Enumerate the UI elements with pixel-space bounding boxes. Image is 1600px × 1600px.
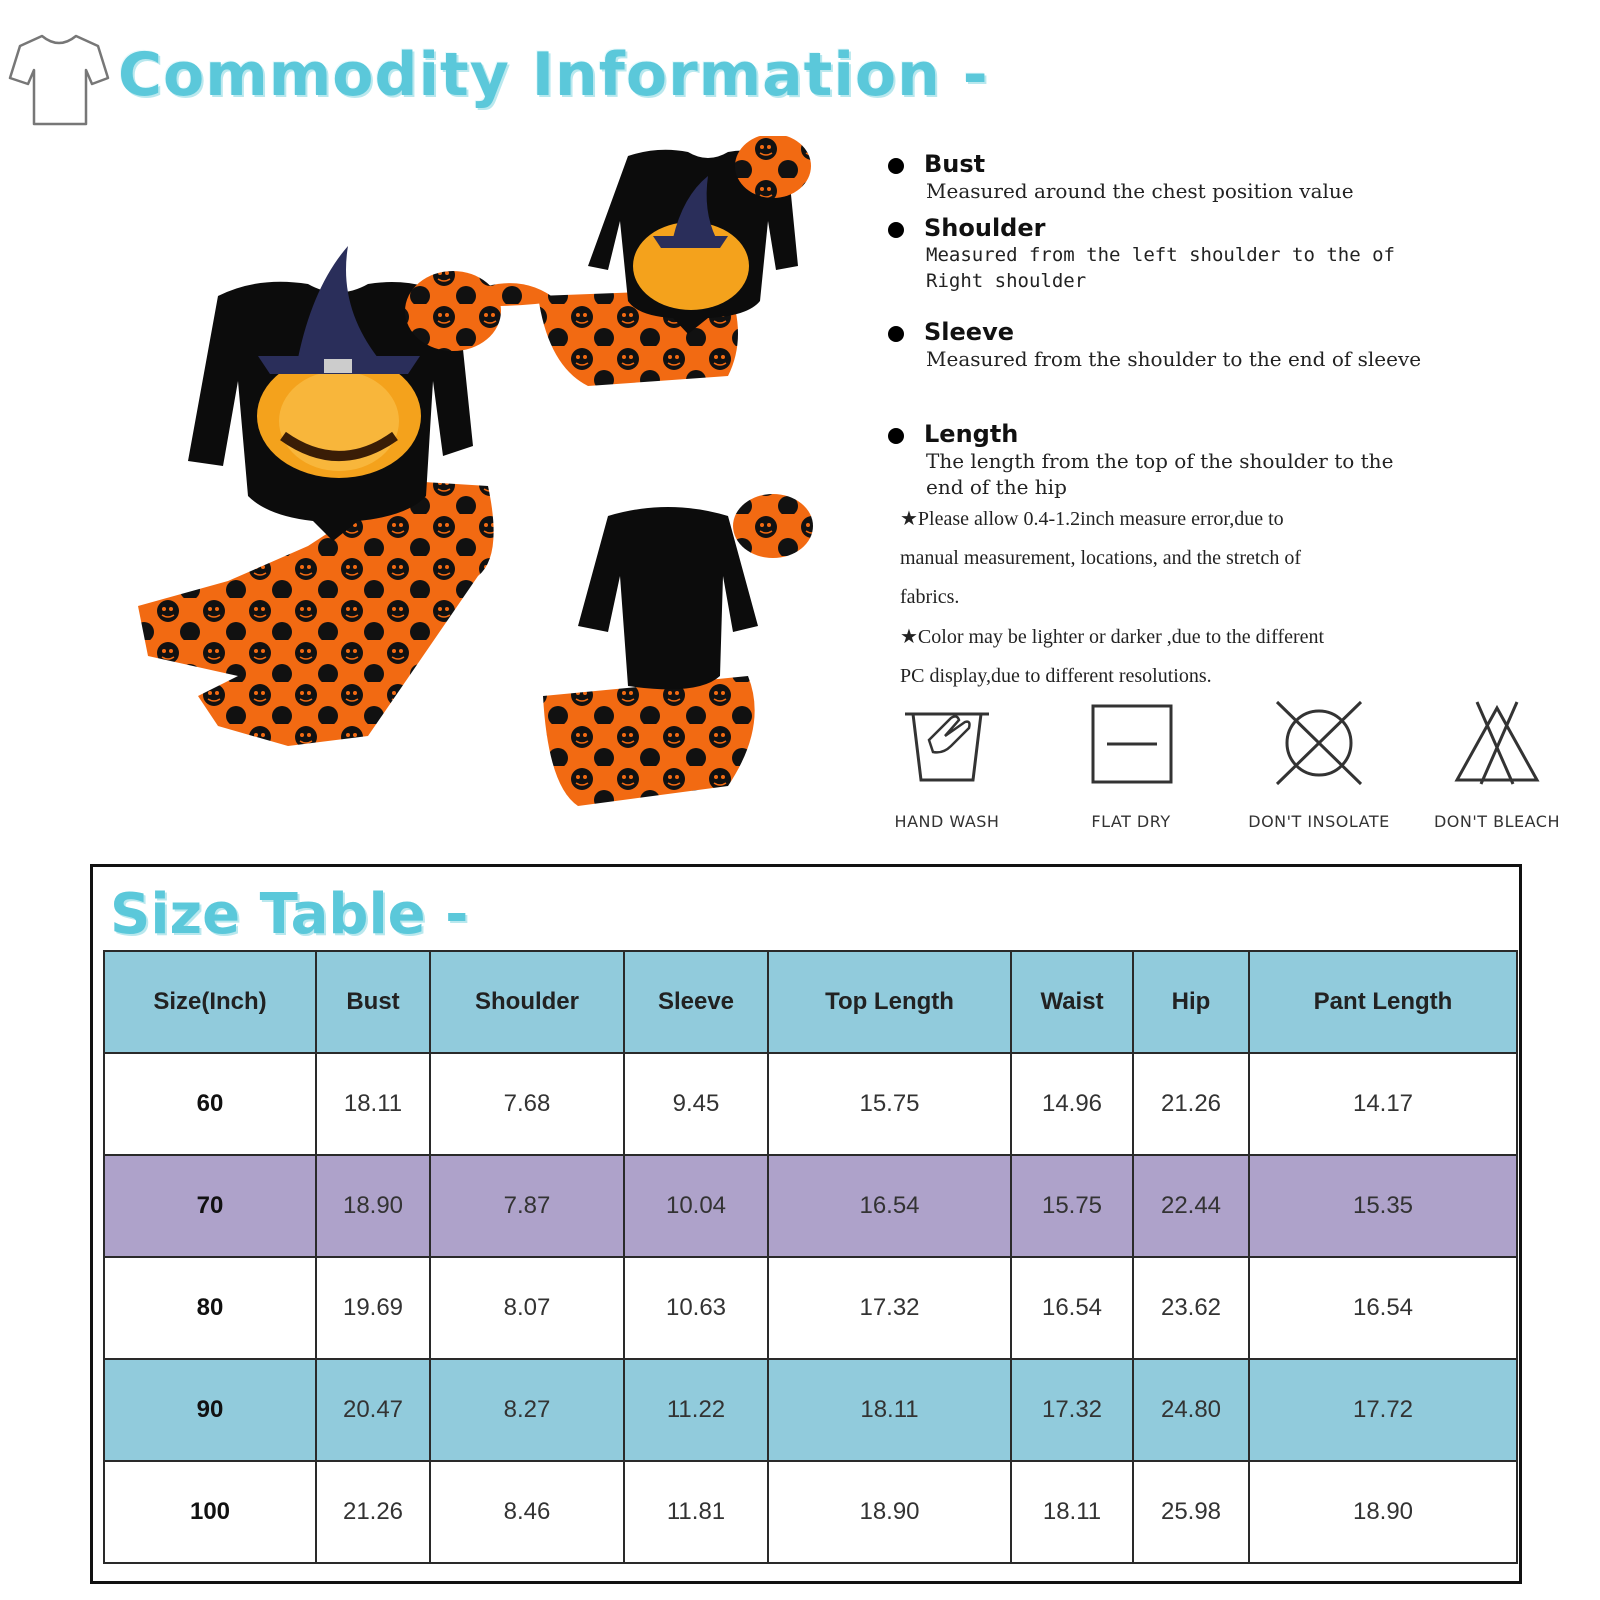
small-outfit-back	[543, 494, 813, 806]
table-cell: 17.32	[1011, 1359, 1133, 1461]
tshirt-icon	[6, 28, 110, 128]
care-flat-dry	[1046, 700, 1216, 831]
table-cell: 15.75	[768, 1053, 1011, 1155]
dont-bleach-icon	[1449, 700, 1545, 786]
table-row	[104, 1359, 1517, 1461]
table-cell: 7.68	[430, 1053, 624, 1155]
table-row	[104, 1257, 1517, 1359]
measure-sleeve	[888, 318, 1468, 398]
flat-dry-icon	[1083, 700, 1179, 786]
care-label: DON'T BLEACH	[1433, 812, 1560, 831]
table-cell: 21.26	[1133, 1053, 1249, 1155]
hand-wash-icon	[899, 700, 995, 786]
table-cell: 18.90	[768, 1461, 1011, 1563]
measure-name: Sleeve	[924, 318, 1014, 346]
column-header: Top Length	[768, 951, 1011, 1053]
large-hat	[405, 271, 558, 351]
size-table	[103, 950, 1518, 1564]
table-row	[104, 1155, 1517, 1257]
size-table-title: Size Table -	[110, 882, 469, 947]
table-row	[104, 1053, 1517, 1155]
table-cell: 16.54	[768, 1155, 1011, 1257]
table-cell: 15.75	[1011, 1155, 1133, 1257]
measure-desc: Measured from the shoulder to the end of sleeve	[926, 347, 1422, 371]
table-cell: 18.11	[316, 1053, 430, 1155]
table-cell: 18.11	[768, 1359, 1011, 1461]
column-header: Sleeve	[624, 951, 768, 1053]
column-header: Hip	[1133, 951, 1249, 1053]
table-cell: 21.26	[316, 1461, 430, 1563]
table-cell: 17.32	[768, 1257, 1011, 1359]
table-row	[104, 1461, 1517, 1563]
note-color: ★Color may be lighter or darker ,due to the different PC display,due to different resolutions.	[900, 626, 1325, 687]
table-cell: 24.80	[1133, 1359, 1249, 1461]
small-outfit-front	[538, 136, 811, 386]
table-cell: 8.46	[430, 1461, 624, 1563]
product-photo	[108, 136, 868, 856]
table-cell: 22.44	[1133, 1155, 1249, 1257]
table-cell: 16.54	[1011, 1257, 1133, 1359]
care-dont-bleach	[1412, 700, 1582, 831]
table-cell: 14.96	[1011, 1053, 1133, 1155]
measure-bust	[888, 150, 1468, 210]
note-measure-error: ★Please allow 0.4-1.2inch measure error,due to manual measurement, locations, and the stretch of fabrics.	[900, 508, 1301, 608]
table-cell: 11.81	[624, 1461, 768, 1563]
table-cell: 14.17	[1249, 1053, 1517, 1155]
dont-insolate-icon	[1271, 700, 1367, 786]
bullet-icon	[888, 326, 904, 342]
table-cell: 11.22	[624, 1359, 768, 1461]
table-cell: 17.72	[1249, 1359, 1517, 1461]
measure-desc: Measured from the left shoulder to the of Right shoulder	[926, 244, 1395, 292]
table-cell: 7.87	[430, 1155, 624, 1257]
table-cell: 19.69	[316, 1257, 430, 1359]
table-cell: 23.62	[1133, 1257, 1249, 1359]
table-cell: 9.45	[624, 1053, 768, 1155]
measure-name: Shoulder	[924, 214, 1046, 242]
measure-desc: Measured around the chest position value	[926, 179, 1354, 203]
table-cell: 60	[104, 1053, 316, 1155]
column-header: Waist	[1011, 951, 1133, 1053]
care-label: HAND WASH	[894, 812, 1000, 831]
table-cell: 18.90	[1249, 1461, 1517, 1563]
table-cell: 8.07	[430, 1257, 624, 1359]
care-label: DON'T INSOLATE	[1248, 812, 1390, 831]
table-cell: 15.35	[1249, 1155, 1517, 1257]
table-cell: 25.98	[1133, 1461, 1249, 1563]
bullet-icon	[888, 158, 904, 174]
measure-length	[888, 420, 1468, 500]
page-title: Commodity Information -	[118, 40, 989, 110]
table-cell: 18.11	[1011, 1461, 1133, 1563]
table-cell: 10.63	[624, 1257, 768, 1359]
measure-name: Length	[924, 420, 1019, 448]
table-cell: 16.54	[1249, 1257, 1517, 1359]
column-header: Pant Length	[1249, 951, 1517, 1053]
measure-desc: The length from the top of the shoulder to the end of the hip	[926, 449, 1394, 499]
column-header: Shoulder	[430, 951, 624, 1053]
table-cell: 18.90	[316, 1155, 430, 1257]
column-header: Bust	[316, 951, 430, 1053]
table-cell: 90	[104, 1359, 316, 1461]
care-label: FLAT DRY	[1091, 812, 1171, 831]
table-cell: 8.27	[430, 1359, 624, 1461]
measure-shoulder	[888, 214, 1468, 294]
care-hand-wash	[862, 700, 1032, 831]
bullet-icon	[888, 222, 904, 238]
table-cell: 100	[104, 1461, 316, 1563]
table-cell: 70	[104, 1155, 316, 1257]
table-cell: 20.47	[316, 1359, 430, 1461]
bullet-icon	[888, 428, 904, 444]
measure-name: Bust	[924, 150, 986, 178]
table-cell: 80	[104, 1257, 316, 1359]
table-header-row	[104, 951, 1517, 1053]
table-cell: 10.04	[624, 1155, 768, 1257]
care-dont-insolate	[1234, 700, 1404, 831]
column-header: Size(Inch)	[104, 951, 316, 1053]
